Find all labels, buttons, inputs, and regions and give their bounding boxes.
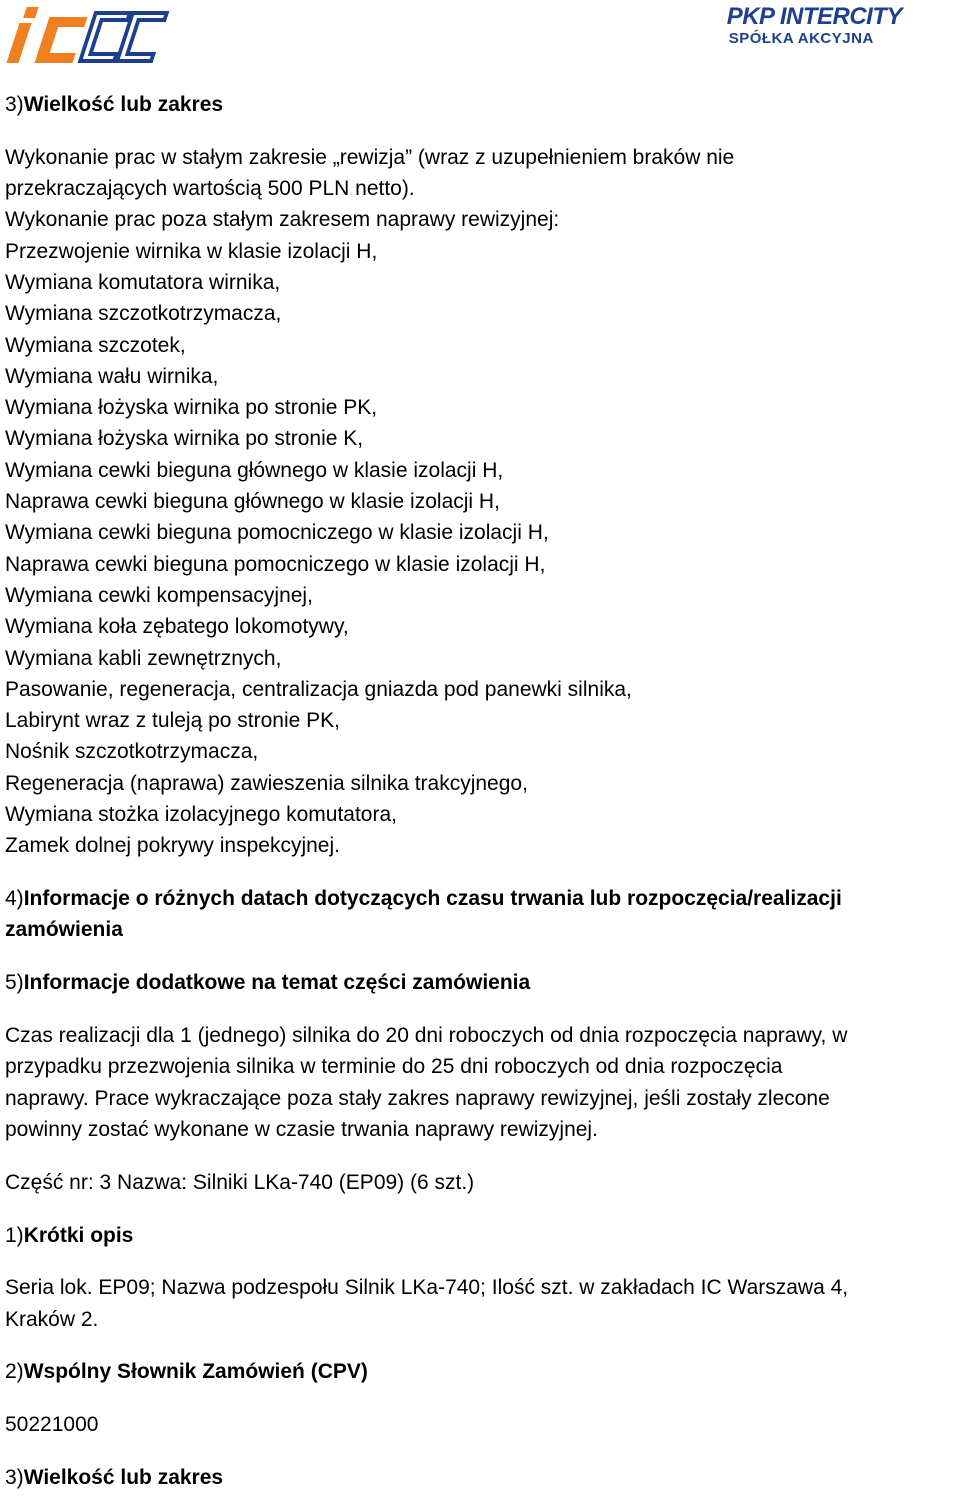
text-line: Wymiana łożyska wirnika po stronie PK,	[5, 396, 378, 420]
text-line: Wymiana cewki kompensacyjnej,	[5, 583, 313, 607]
section-heading-1: 1)Krótki opis	[5, 1223, 134, 1247]
text-line: Wykonanie prac poza stałym zakresem naprawy rewizyjnej:	[5, 208, 560, 232]
section-heading-4-cont: zamówienia	[5, 918, 123, 942]
additional-info-text	[5, 1020, 957, 1145]
text-line: Wymiana koła zębatego lokomotywy,	[5, 615, 349, 639]
text-line: Czas realizacji dla 1 (jednego) silnika do 20 dni roboczych od dnia rozpoczęcia naprawy, w	[5, 1024, 848, 1048]
short-description-text	[5, 1272, 957, 1335]
section-heading-4: 4)Informacje o różnych datach dotyczących czasu trwania lub rozpoczęcia/realizacji	[5, 887, 842, 911]
text-line: Kraków 2.	[5, 1307, 99, 1331]
text-line: Wymiana szczotkotrzymacza,	[5, 302, 282, 326]
pkp-intercity-logo	[727, 4, 902, 48]
text-line: Wymiana szczotek,	[5, 333, 186, 357]
section-heading-2: 2)Wspólny Słownik Zamówień (CPV)	[5, 1360, 368, 1384]
document-body	[5, 89, 957, 1493]
text-line: Nośnik szczotkotrzymacza,	[5, 740, 259, 764]
text-line: powinny zostać wykonane w czasie trwania naprawy rewizyjnej.	[5, 1117, 598, 1141]
page-header	[0, 0, 960, 75]
text-line: Zamek dolnej pokrywy inspekcyjnej.	[5, 834, 340, 858]
text-line: Wymiana kabli zewnętrznych,	[5, 646, 282, 670]
pkp-logo-title: PKP INTERCITY	[726, 3, 902, 30]
icc-logo	[4, 3, 172, 67]
section-heading-5: 5)Informacje dodatkowe na temat części zamówienia	[5, 971, 531, 995]
part-title: Część nr: 3 Nazwa: Silniki LKa-740 (EP09) (6 szt.)	[5, 1170, 475, 1194]
text-line: Wymiana łożyska wirnika po stronie K,	[5, 427, 364, 451]
text-line: Labirynt wraz z tuleją po stronie PK,	[5, 709, 340, 733]
text-line: Wymiana komutatora wirnika,	[5, 270, 281, 294]
text-line: przypadku przezwojenia silnika w terminie do 25 dni roboczych od dnia rozpoczęcia	[5, 1055, 783, 1079]
text-line: Wykonanie prac w stałym zakresie „rewizja” (wraz z uzupełnieniem braków nie	[5, 145, 735, 169]
text-line: Naprawa cewki bieguna głównego w klasie izolacji H,	[5, 490, 500, 514]
text-line: przekraczających wartością 500 PLN netto).	[5, 177, 415, 201]
scope-list	[5, 142, 957, 862]
section-heading-3b: 3)Wielkość lub zakres	[5, 1465, 224, 1489]
text-line: Wymiana cewki bieguna pomocniczego w klasie izolacji H,	[5, 521, 549, 545]
text-line: Przezwojenie wirnika w klasie izolacji H,	[5, 239, 378, 263]
cpv-code: 50221000	[5, 1413, 99, 1437]
text-line: naprawy. Prace wykraczające poza stały zakres naprawy rewizyjnej, jeśli zostały zlecone	[5, 1086, 830, 1110]
pkp-logo-subtitle: SPÓŁKA AKCYJNA	[728, 30, 874, 47]
text-line: Seria lok. EP09; Nazwa podzespołu Silnik LKa-740; Ilość szt. w zakładach IC Warszawa 4,	[5, 1276, 849, 1300]
text-line: Naprawa cewki bieguna pomocniczego w klasie izolacji H,	[5, 552, 546, 576]
text-line: Pasowanie, regeneracja, centralizacja gniazda pod panewki silnika,	[5, 677, 632, 701]
text-line: Wymiana cewki bieguna głównego w klasie izolacji H,	[5, 458, 504, 482]
text-line: Wymiana stożka izolacyjnego komutatora,	[5, 803, 397, 827]
text-line: Wymiana wału wirnika,	[5, 364, 219, 388]
text-line: Regeneracja (naprawa) zawieszenia silnika trakcyjnego,	[5, 771, 528, 795]
section-heading-3a: 3)Wielkość lub zakres	[5, 93, 224, 116]
